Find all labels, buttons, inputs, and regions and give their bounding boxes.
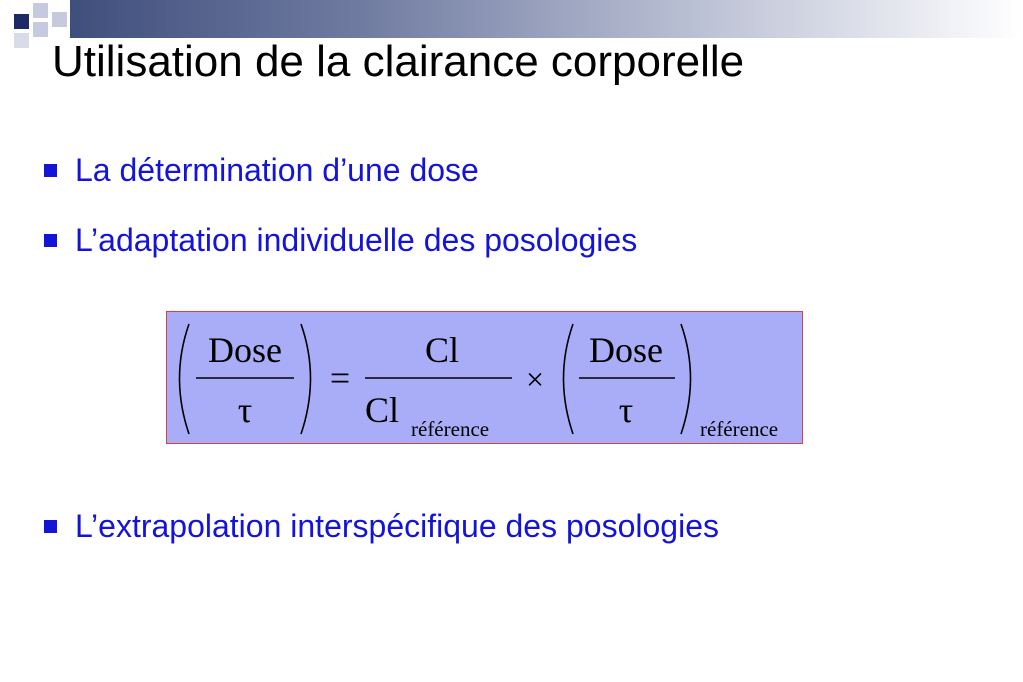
bullet-text: L’adaptation individuelle des posologies — [75, 222, 638, 258]
times-sign: × — [525, 361, 545, 397]
square-bullet-icon — [44, 234, 57, 247]
right-paren-icon — [301, 324, 311, 434]
header-gradient-bar — [70, 0, 1023, 38]
bullet-item — [44, 222, 984, 259]
mid-numerator: Cl — [424, 330, 460, 370]
square-bullet-icon — [44, 520, 57, 533]
formula-box — [166, 311, 803, 444]
slide-title: Utilisation de la clairance corporelle — [52, 37, 745, 86]
bullet-text: L’extrapolation interspécifique des posologies — [75, 508, 719, 544]
header-square-light — [33, 22, 48, 37]
mid-subscript: référence — [411, 417, 490, 441]
left-denominator: τ — [237, 390, 253, 430]
right-numerator: Dose — [589, 330, 663, 370]
left-paren-icon — [564, 324, 574, 434]
header-square-light — [52, 12, 67, 27]
right-paren-icon — [681, 324, 691, 434]
bullet-item — [44, 508, 984, 545]
clearance-formula — [167, 312, 804, 445]
square-bullet-icon — [44, 164, 57, 177]
left-paren-icon — [180, 324, 190, 434]
right-subscript: référence — [700, 417, 779, 441]
right-denominator: τ — [618, 390, 634, 430]
bullet-item — [44, 152, 984, 189]
equals-sign: = — [329, 358, 351, 398]
header-square-light — [33, 3, 48, 18]
mid-denominator: Cl — [365, 390, 400, 430]
bullet-text: La détermination d’une dose — [75, 152, 479, 188]
left-numerator: Dose — [208, 330, 282, 370]
header-square-navy — [14, 14, 29, 29]
header-square-light — [14, 33, 29, 48]
